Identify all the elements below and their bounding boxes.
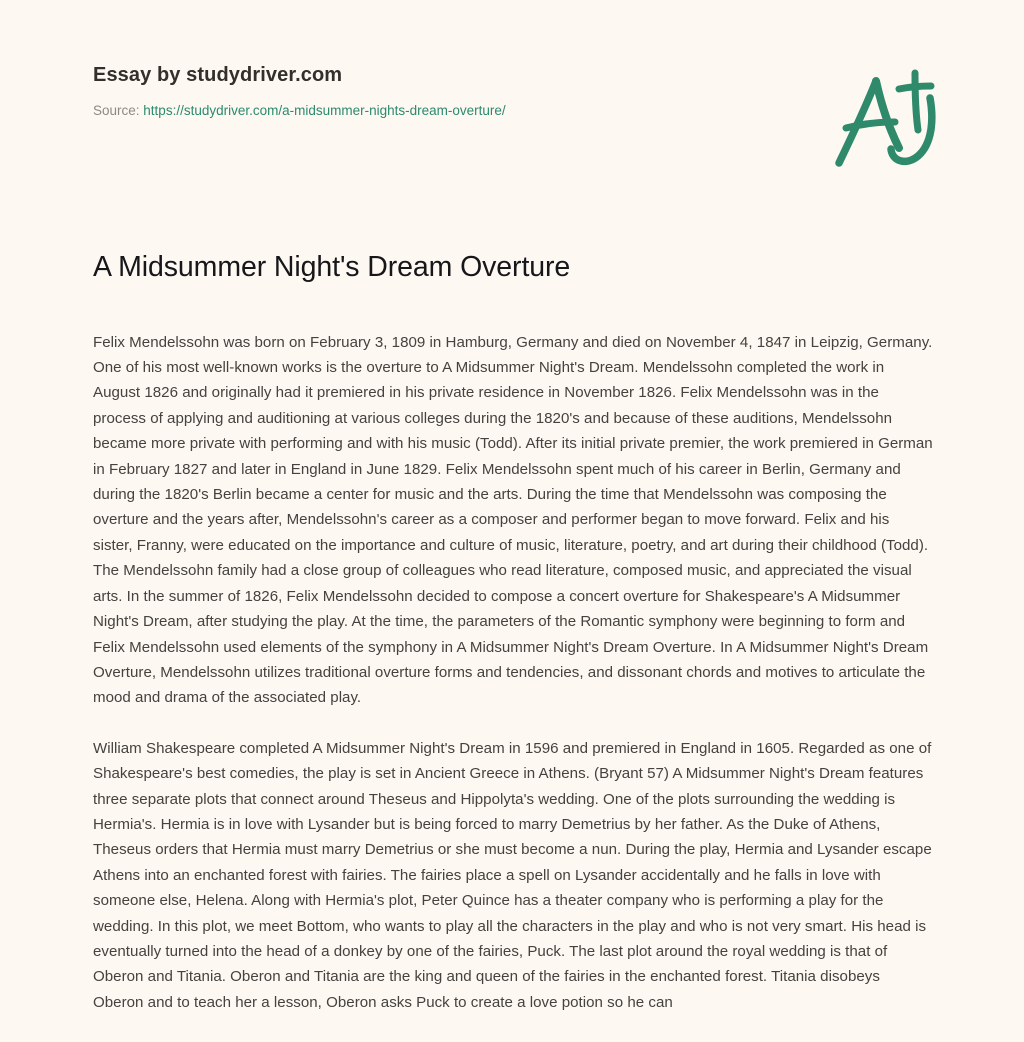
a-plus-logo-icon <box>826 64 946 182</box>
page-title: A Midsummer Night's Dream Overture <box>93 251 571 283</box>
article <box>93 250 933 1015</box>
brand-byline: Essay by studydriver.com <box>93 64 343 86</box>
source-url-link[interactable]: https://studydriver.com/a-midsummer-nights-dream-overture/ <box>143 103 506 118</box>
page-header <box>93 62 944 121</box>
source-label: Source: <box>93 103 140 118</box>
studydriver-logo <box>826 64 946 182</box>
article-paragraph: William Shakespeare completed A Midsummer Night's Dream in 1596 and premiered in England in 1605. Regarded as one of Shakespeare's best comedies, the play is set in Ancient Greece in Athens. (Bryant 57) A Midsummer Night's Dream features three separate plots that connect around Theseus and Hippolyta's wedding. One of the plots surrounding the wedding is Hermia's. Hermia is in love with Lysander but is being forced to marry Demetrius by her father. As the Duke of Athens, Theseus orders that Hermia must marry Demetrius or she must become a nun. During the play, Hermia and Lysander escape Athens into an enchanted forest with fairies. The fairies place a spell on Lysander accidentally and he falls in love with someone else, Helena. Along with Hermia's plot, Peter Quince has a theater company who is performing a play for the wedding. In this plot, we meet Bottom, who wants to play all the characters in the play and who is not very smart. His head is eventually turned into the head of a donkey by one of the fairies, Puck. The last plot around the royal wedding is that of Oberon and Titania. Oberon and Titania are the king and queen of the fairies in the enchanted forest. Titania disobeys Oberon and to teach her a lesson, Oberon asks Puck to create a love potion so he can <box>93 739 932 1011</box>
source-line <box>93 102 944 121</box>
article-paragraph: Felix Mendelssohn was born on February 3, 1809 in Hamburg, Germany and died on November 4, 1847 in Leipzig, Germany. One of his most well-known works is the overture to A Midsummer Night's Dream. Mendelssohn completed the work in August 1826 and originally had it premiered in his private residence in November 1826. Felix Mendelssohn was in the process of applying and auditioning at various colleges during the 1820's and because of these auditions, Mendelssohn became more private with performing and with his music (Todd). After its initial private premier, the work premiered in German in February 1827 and later in England in June 1829. Felix Mendelssohn spent much of his career in Berlin, Germany and during the 1820's Berlin became a center for music and the arts. During the time that Mendelssohn was composing the overture and the years after, Mendelssohn's career as a composer and performer began to move forward. Felix and his sister, Franny, were educated on the importance and culture of music, literature, poetry, and art during their childhood (Todd). The Mendelssohn family had a close group of colleagues who read literature, composed music, and appreciated the visual arts. In the summer of 1826, Felix Mendelssohn decided to compose a concert overture for Shakespeare's A Midsummer Night's Dream, after studying the play. At the time, the parameters of the Romantic symphony were beginning to form and Felix Mendelssohn used elements of the symphony in A Midsummer Night's Dream Overture. In A Midsummer Night's Dream Overture, Mendelssohn utilizes traditional overture forms and tendencies, and dissonant chords and motives to articulate the mood and drama of the associated play. <box>93 333 933 707</box>
article-body <box>93 330 933 1016</box>
